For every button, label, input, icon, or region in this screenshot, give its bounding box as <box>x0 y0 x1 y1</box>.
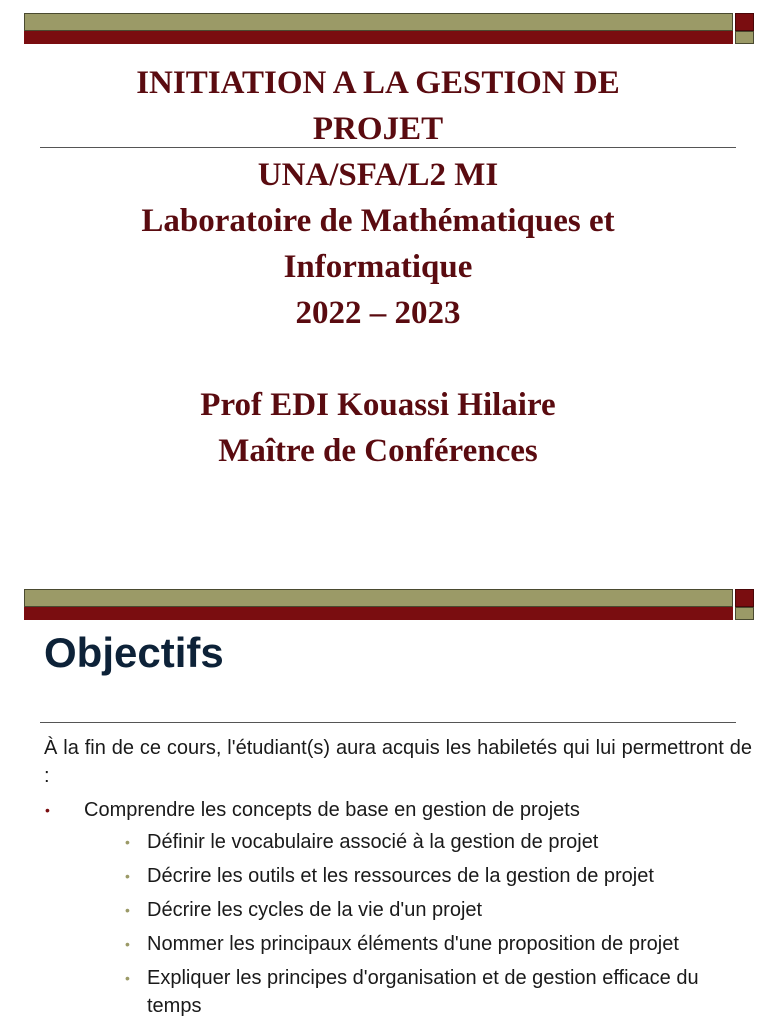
sub-bullet-icon: • <box>125 902 130 918</box>
header-bar-olive-stripe <box>24 13 733 31</box>
list-item <box>84 862 752 890</box>
list-item <box>84 930 752 958</box>
slide2-title-divider <box>40 722 736 723</box>
header-bar-maroon-square <box>735 589 754 607</box>
sub-list-item-text: Nommer les principaux éléments d'une proposition de projet <box>147 933 679 955</box>
header-bar-olive-square <box>735 31 754 44</box>
list-item <box>84 964 752 1020</box>
header-bar-olive-stripe <box>24 589 733 607</box>
academic-year: 2022 – 2023 <box>295 295 461 331</box>
sub-list-item-text: Définir le vocabulaire associé à la gestion de projet <box>147 831 599 853</box>
slide1-header-bar <box>24 13 754 45</box>
sub-list-item-text: Expliquer les principes d'organisation et de gestion efficace du temps <box>147 967 699 1017</box>
professor-rank: Maître de Conférences <box>218 433 538 469</box>
objectives-intro: À la fin de ce cours, l'étudiant(s) aura acquis les habiletés qui lui permettront de : <box>44 737 752 787</box>
list-item <box>44 796 752 1020</box>
objectives-list <box>44 796 752 1020</box>
slide1-title <box>40 60 716 152</box>
list-item <box>84 828 752 856</box>
sub-bullet-icon: • <box>125 936 130 952</box>
header-bar-maroon-stripe <box>24 31 733 44</box>
professor-name: Prof EDI Kouassi Hilaire <box>200 387 556 423</box>
slide2-title: Objectifs <box>44 629 224 676</box>
slide1-title-line-1: INITIATION A LA GESTION DE <box>136 65 620 101</box>
laboratory-line-2: Informatique <box>283 249 473 285</box>
header-bar-maroon-square <box>735 13 754 31</box>
header-bar-olive-square <box>735 607 754 620</box>
list-item <box>84 896 752 924</box>
list-item-text: Comprendre les concepts de base en gestion de projets <box>84 799 580 821</box>
sub-list-item-text: Décrire les cycles de la vie d'un projet <box>147 899 483 921</box>
slide1-title-line-2: PROJET <box>312 111 444 147</box>
slide2-header-bar <box>24 589 754 621</box>
sub-list-item-text: Décrire les outils et les ressources de la gestion de projet <box>147 865 654 887</box>
slide1-body <box>40 152 716 474</box>
slide2-content <box>44 734 752 1024</box>
body-spacer <box>40 336 716 382</box>
bullet-icon: • <box>45 802 50 818</box>
header-bar-maroon-stripe <box>24 607 733 620</box>
sub-bullet-icon: • <box>125 868 130 884</box>
sub-bullet-icon: • <box>125 834 130 850</box>
sub-objectives-list <box>84 828 752 1020</box>
course-code: UNA/SFA/L2 MI <box>257 157 499 193</box>
slide1-title-divider <box>40 147 736 148</box>
laboratory-line-1: Laboratoire de Mathématiques et <box>141 203 615 239</box>
sub-bullet-icon: • <box>125 970 130 986</box>
